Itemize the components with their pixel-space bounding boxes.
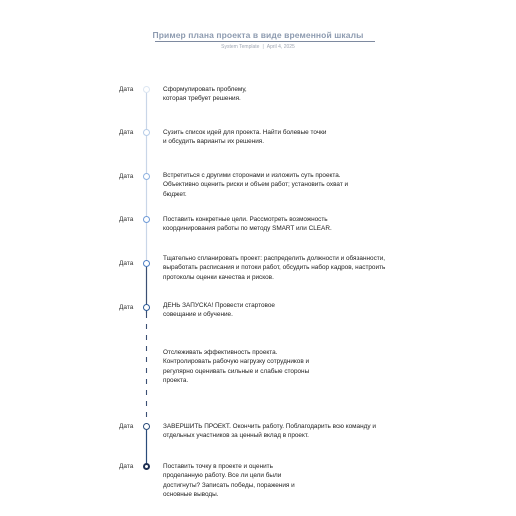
event-text <box>163 462 295 500</box>
timeline-node <box>143 216 150 223</box>
event-text-line: бюджет. <box>163 190 187 198</box>
event-text-line: ДЕНЬ ЗАПУСКА! Провести стартовое <box>163 302 275 309</box>
timeline-node <box>143 173 150 180</box>
event-text-line: которая требует решения. <box>163 95 241 103</box>
event-text-line: выработать расписания и потоки работ, обсудить набор кадров, настроить <box>163 264 386 272</box>
event-text-line: ЗАВЕРШИТЬ ПРОЕКТ. Окончить работу. Поблагодарить всю команду и <box>163 423 376 430</box>
event-date: Дата <box>119 423 134 430</box>
event-text <box>163 171 348 199</box>
event-date: Дата <box>119 216 134 223</box>
timeline-title: Пример плана проекта в виде временной шкалы <box>152 30 364 40</box>
timeline-node <box>143 86 150 93</box>
event-text <box>163 422 376 441</box>
event-text-line: Отслеживать эффективность проекта. <box>163 349 278 356</box>
event-text-line: протоколы оценки качества и рисков. <box>163 273 274 281</box>
event-text <box>163 215 332 234</box>
event-date: Дата <box>119 129 134 136</box>
event-date: Дата <box>119 173 134 180</box>
timeline-node <box>143 260 150 267</box>
meta-author: System Template <box>221 44 260 50</box>
event-text-line: проделанную работу. Все ли цели были <box>163 472 282 480</box>
timeline-node <box>143 129 150 136</box>
event-text-line: и обсудить варианты их решения. <box>163 138 265 146</box>
event-text-line: Поставить точку в проекте и оценить <box>163 463 273 470</box>
event-text <box>163 254 385 282</box>
event-text-line: регулярно оценивать сильные и слабые стороны <box>163 367 310 375</box>
timeline-node <box>143 304 150 311</box>
meta-separator: | <box>262 44 264 50</box>
event-date: Дата <box>119 463 134 470</box>
event-text-line: Поставить конкретные цели. Рассмотреть возможность <box>163 216 328 223</box>
timeline-node <box>143 423 150 430</box>
event-text-line: Сформулировать проблему, <box>163 86 247 93</box>
event-text-line: проекта. <box>163 377 189 385</box>
event-text-line: Встретиться с другими сторонами и изложить суть проекта. <box>163 172 341 179</box>
event-text <box>163 348 309 386</box>
timeline-node <box>143 463 150 470</box>
event-text-line: координирования работы по методу SMART или CLEAR. <box>163 225 332 233</box>
event-text-line: Сузить список идей для проекта. Найти болевые точки <box>163 129 327 136</box>
event-text-line: Контролировать рабочую нагрузку сотрудников и <box>163 358 310 366</box>
event-text-line: Объективно оценить риски и объем работ; установить охват и <box>163 181 349 189</box>
event-text-line: основные выводы. <box>163 491 219 499</box>
event-text-line: совещание и обучение. <box>163 311 233 319</box>
event-text <box>163 85 247 104</box>
event-text-line: Тщательно спланировать проект: распределить должности и обязанности, <box>163 255 386 262</box>
event-date: Дата <box>119 86 134 93</box>
event-text <box>163 301 275 320</box>
event-date: Дата <box>119 304 134 311</box>
event-text-line: отдельных участников за ценный вклад в проект. <box>163 432 309 440</box>
event-text <box>163 128 326 147</box>
meta-date: April 4, 2025 <box>266 44 295 50</box>
event-date: Дата <box>119 260 134 267</box>
event-text-line: достигнуты? Записать победы, поражения и <box>163 481 295 489</box>
